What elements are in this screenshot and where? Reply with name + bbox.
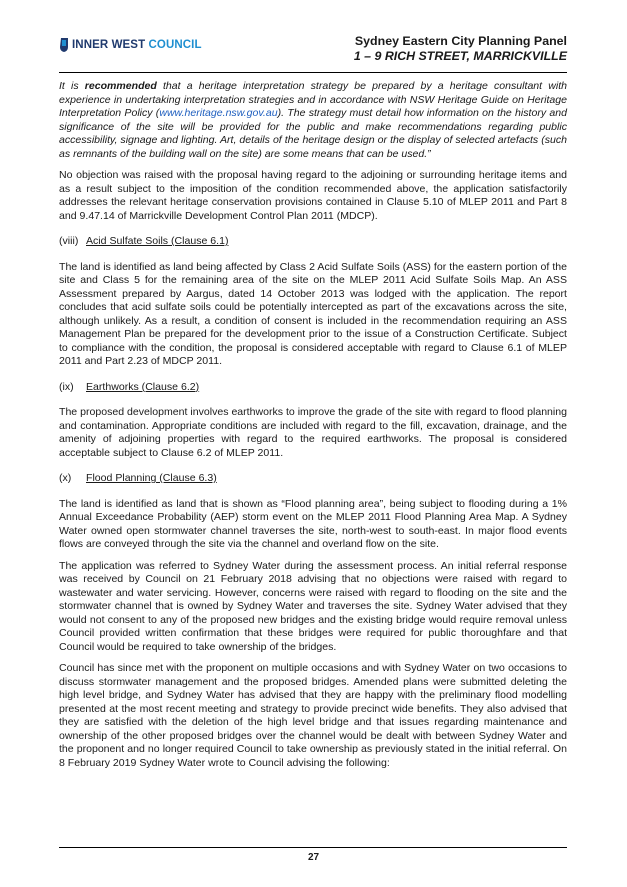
- flood-paragraph-3: Council has since met with the proponent on multiple occasions and with Sydney Water on two occasions to discuss stormwater management and the proposed bridges. Amended plans were submitted deleting the high level bridge, and Sydney Water has advised that they are happy with the preliminary flood modelling presented at the most recent meeting and strategy to provide precinct wide benefits. They also advised that they are satisfied with the deletion of the high level bridge and that issues regarding maintenance and ownership of the other proposed bridges over the channel would be dealt with between Sydney Water and the proponent and no longer required Council to take ownership as previously stated in the initial referral. On 8 February 2019 Sydney Water wrote to Council advising the following:: [59, 662, 567, 769]
- header-title: [354, 34, 567, 64]
- panel-title: Sydney Eastern City Planning Panel: [354, 34, 567, 48]
- heritage-recommendation-quote: It is recommended that a heritage interpretation strategy be prepared by a heritage consultant with experience in undertaking interpretation strategies and in accordance with NSW Heritage Guide on Heritage Interpretation Policy (www.heritage.nsw.gov.au). The strategy must detail how information on the history and significance of the site will be provided for the public and make recommendations regarding public accessibility, signage and lighting. Art, details of the heritage design or the display of selected artefacts (such as remnants of the building wall on the site) are some means that can be used.”: [59, 80, 567, 160]
- flood-paragraph-1: The land is identified as land that is shown as “Flood planning area”, being subject to flooding during a 1% Annual Exceedance Probability (AEP) storm event on the MLEP 2011 Flood Planning Area Map. A Sydney Water owned open stormwater channel traverses the site, north-west to south-east. In major flood events flows are conveyed through the site via the channel and overland flow on the site.: [59, 497, 567, 550]
- council-logo: [59, 38, 202, 52]
- heritage-paragraph: No objection was raised with the proposal having regard to the adjoining or surrounding heritage items and as a result subject to the imposition of the condition recommended above, the application satisfactorily addresses the relevant heritage conservation provisions contained in Clause 5.10 of MLEP 2011 and Part 8 and 9.47.14 of Marrickville Development Control Plan 2011 (MDCP).: [59, 169, 567, 222]
- site-address: 1 – 9 RICH STREET, MARRICKVILLE: [353, 49, 567, 63]
- page-number: 27: [307, 852, 320, 863]
- council-logo-icon: [59, 38, 69, 52]
- section-heading-earthworks: (ix) Earthworks (Clause 6.2): [59, 380, 200, 393]
- section-heading-flood-planning: (x) Flood Planning (Clause 6.3): [59, 472, 217, 484]
- section-heading-acid-sulfate: (viii) Acid Sulfate Soils (Clause 6.1): [59, 235, 229, 247]
- header-rule: [59, 72, 567, 73]
- earthworks-paragraph: The proposed development involves earthworks to improve the grade of the site with regard to flood planning and contamination. Appropriate conditions are included with regard to the fill, excavation, drainage, and the amenity of adjoining properties with regard to the required earthworks. The proposal is considered acceptable subject to Clause 6.2 of MLEP 2011.: [59, 406, 567, 459]
- footer-rule: [59, 847, 567, 848]
- acid-sulfate-paragraph: The land is identified as land being affected by Class 2 Acid Sulfate Soils (ASS) for the eastern portion of the site and Class 5 for the remaining area of the site on the MLEP 2011 Acid Sulfate Soils Map. An ASS Assessment prepared by Aargus, dated 14 October 2013 was lodged with the application. The report concludes that acid sulfate soils could be potentially intercepted as part of the excavations across the site, although unlikely. As a result, a condition of consent is included in the recommendation requiring an ASS Management Plan be prepared for the development prior to the issue of a Construction Certificate. Subject to compliance with the condition, the proposal is considered acceptable with regard to Clause 6.1 of MLEP 2011 and Part 2.23 of MDCP 2011.: [59, 260, 567, 367]
- council-logo-text: INNER WEST COUNCIL: [72, 39, 202, 51]
- report-body: [59, 80, 567, 770]
- flood-paragraph-2: The application was referred to Sydney Water during the assessment process. An initial referral response was received by Council on 21 February 2018 advising that no objections were raised with regard to wastewater and water servicing. However, concerns were raised with regard to flooding on the site and the stormwater channel that is owned by Sydney Water and traverses the site. Sydney Water advised that they would not consent to any of the proposed new bridges and the existing bridge would require removal unless Council provided written confirmation that these bridges were required for public thoroughfare and that Council would be required to take ownership of the bridges.: [59, 559, 567, 653]
- heritage-link[interactable]: www.heritage.nsw.gov.au: [159, 107, 278, 119]
- page-header: [59, 34, 567, 70]
